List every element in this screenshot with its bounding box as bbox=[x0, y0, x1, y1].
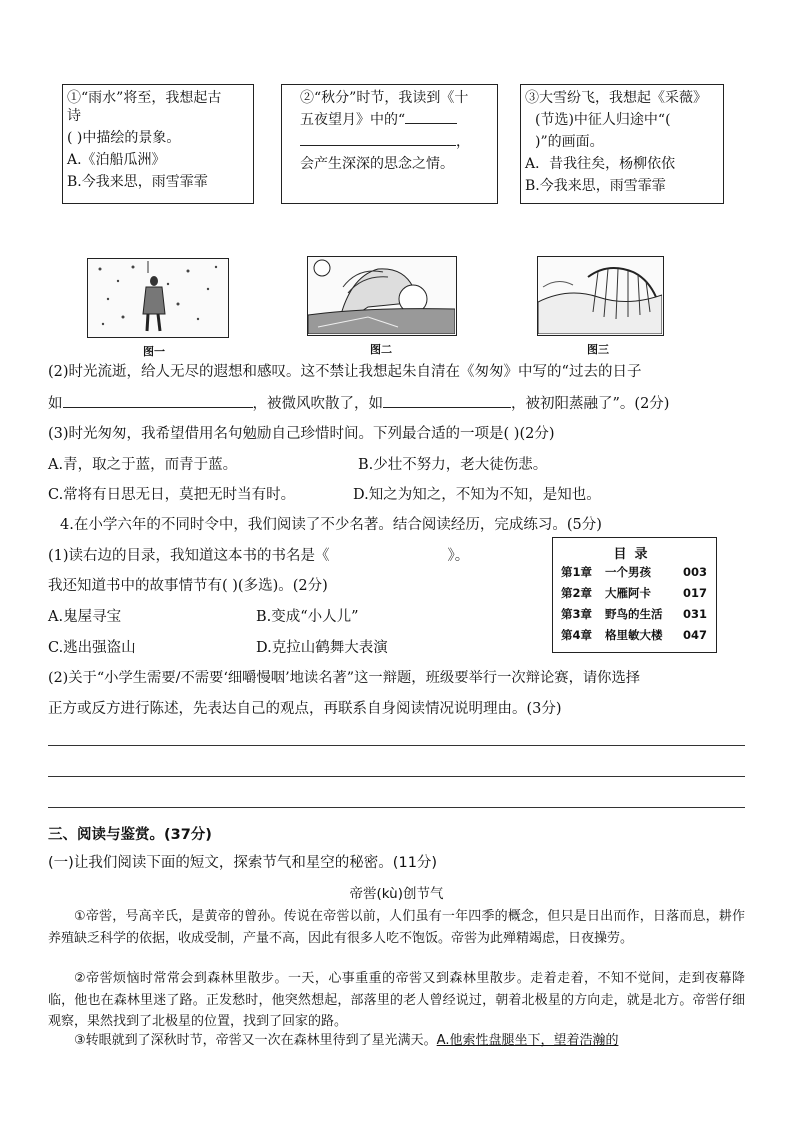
box-line: 诗 bbox=[67, 108, 81, 124]
toc-row: 第2章 大雁阿卡 017 bbox=[561, 586, 708, 600]
answer-blank[interactable] bbox=[63, 393, 253, 408]
box-line: ( )中描绘的景象。 bbox=[67, 130, 181, 146]
question-box-snow bbox=[520, 84, 724, 204]
question-2-stem: (2)时光流逝，给人无尽的遐想和感叹。这不禁让我想起朱自清在《匆匆》中写的“过去的日子 bbox=[48, 364, 642, 380]
toc-row: 第1章 一个男孩 003 bbox=[561, 565, 708, 579]
question-box-rain bbox=[62, 84, 254, 204]
question-4-sub2: (2)关于“小学生需要/不需要‘细嚼慢咽’地读名著”这一辩题，班级要举行一次辩论赛，请你选择 bbox=[48, 670, 641, 686]
question-box-autumn bbox=[281, 84, 498, 204]
box-line: B.今我来思，雨雪霏霏 bbox=[525, 178, 666, 194]
answer-line[interactable] bbox=[48, 745, 745, 746]
option-b: B.变成“小人儿” bbox=[256, 609, 359, 625]
figure-caption: 图二 bbox=[370, 343, 392, 356]
box-line: ②“秋分”时节，我读到《十 bbox=[300, 90, 469, 106]
table-of-contents bbox=[552, 537, 717, 653]
box-line: A．昔我往矣，杨柳依依 bbox=[525, 156, 676, 172]
option-a: A.鬼屋寻宝 bbox=[48, 609, 122, 625]
answer-blank[interactable] bbox=[405, 109, 457, 124]
box-line: A.《泊船瓜洲》 bbox=[67, 152, 166, 168]
option-c: C.逃出强盗山 bbox=[48, 640, 136, 656]
question-4-stem: 4.在小学六年的不同时令中，我们阅读了不少名著。结合阅读经历，完成练习。(5分) bbox=[60, 517, 602, 533]
option-b: B.少壮不努力，老大徒伤悲。 bbox=[358, 457, 548, 473]
section-heading: 三、阅读与鉴赏。(37分) bbox=[48, 827, 212, 843]
willow-landscape-illustration bbox=[537, 256, 664, 336]
box-line: )”的画面。 bbox=[535, 134, 604, 150]
box-line: 五夜望月》中的“ bbox=[300, 109, 493, 131]
box-line: B.今我来思，雨雪霏霏 bbox=[67, 174, 208, 190]
option-a: A.青，取之于蓝，而青于蓝。 bbox=[48, 457, 238, 473]
question-2-fill: 如 ，被微风吹散了，如 ，被初阳蒸融了”。(2分) bbox=[48, 393, 669, 414]
box-line: ①“雨水”将至，我想起古 bbox=[67, 90, 222, 106]
toc-row: 第3章 野鸟的生活 031 bbox=[561, 607, 708, 621]
answer-line[interactable] bbox=[48, 807, 745, 808]
option-d: D.克拉山鹤舞大表演 bbox=[256, 640, 388, 656]
box-line: ， bbox=[300, 131, 493, 153]
toc-row: 第4章 格里敏大楼 047 bbox=[561, 628, 708, 642]
question-3-stem: (3)时光匆匆，我希望借用名句勉励自己珍惜时间。下列最合适的一项是( )(2分) bbox=[48, 426, 555, 442]
article-title: 帝喾(kù)创节气 bbox=[349, 886, 444, 902]
box-line: (节选)中征人归途中“( bbox=[535, 112, 671, 128]
figure-caption: 图一 bbox=[143, 345, 165, 358]
article-paragraph-1: ①帝喾，号高辛氏，是黄帝的曾孙。传说在帝喾以前，人们虽有一年四季的概念，但只是日出而作，日落而息，耕作养殖缺乏科学的依据，收成受制，产量不高，因此有很多人吃不饱饭。帝喾为此殚精竭虑，日夜操劳。 bbox=[48, 909, 745, 946]
box-line: ③大雪纷飞，我想起《采薇》 bbox=[525, 90, 707, 106]
moon-night-illustration bbox=[307, 256, 457, 336]
section-sub-heading: (一)让我们阅读下面的短文，探索节气和星空的秘密。(11分) bbox=[48, 855, 438, 871]
question-4-sub1: (1)读右边的目录，我知道这本书的书名是《 》。 bbox=[48, 548, 470, 564]
figure-caption: 图三 bbox=[587, 343, 609, 356]
answer-blank[interactable] bbox=[300, 131, 456, 146]
box-line: 会产生深深的思念之情。 bbox=[300, 156, 454, 172]
snow-figure-illustration bbox=[87, 258, 229, 338]
toc-title: 目录 bbox=[613, 547, 656, 562]
option-c: C.常将有日思无日，莫把无时当有时。 bbox=[48, 487, 296, 503]
question-4-sub2-line2: 正方或反方进行陈述，先表达自己的观点，再联系自身阅读情况说明理由。(3分) bbox=[48, 701, 562, 717]
article-paragraph-3: ③转眼就到了深秋时节，帝喾又一次在森林里待到了星光满天。A.他索性盘腿坐下，望着浩瀚的 bbox=[74, 1033, 619, 1048]
question-4-sub1-line2: 我还知道书中的故事情节有( )(多选)。(2分) bbox=[48, 578, 328, 594]
article-paragraph-2: ②帝喾烦恼时常常会到森林里散步。一天，心事重重的帝喾又到森林里散步。走着走着，不知不觉间，走到夜幕降临，他也在森林里迷了路。正发愁时，他突然想起，部落里的老人曾经说过，朝着北极星的方向走，就是北方。帝喾仔细观察，果然找到了北极星的位置，找到了回家的路。 bbox=[48, 971, 745, 1029]
answer-blank[interactable] bbox=[383, 393, 511, 408]
answer-line[interactable] bbox=[48, 776, 745, 777]
option-d: D.知之为知之，不知为不知，是知也。 bbox=[353, 487, 601, 503]
